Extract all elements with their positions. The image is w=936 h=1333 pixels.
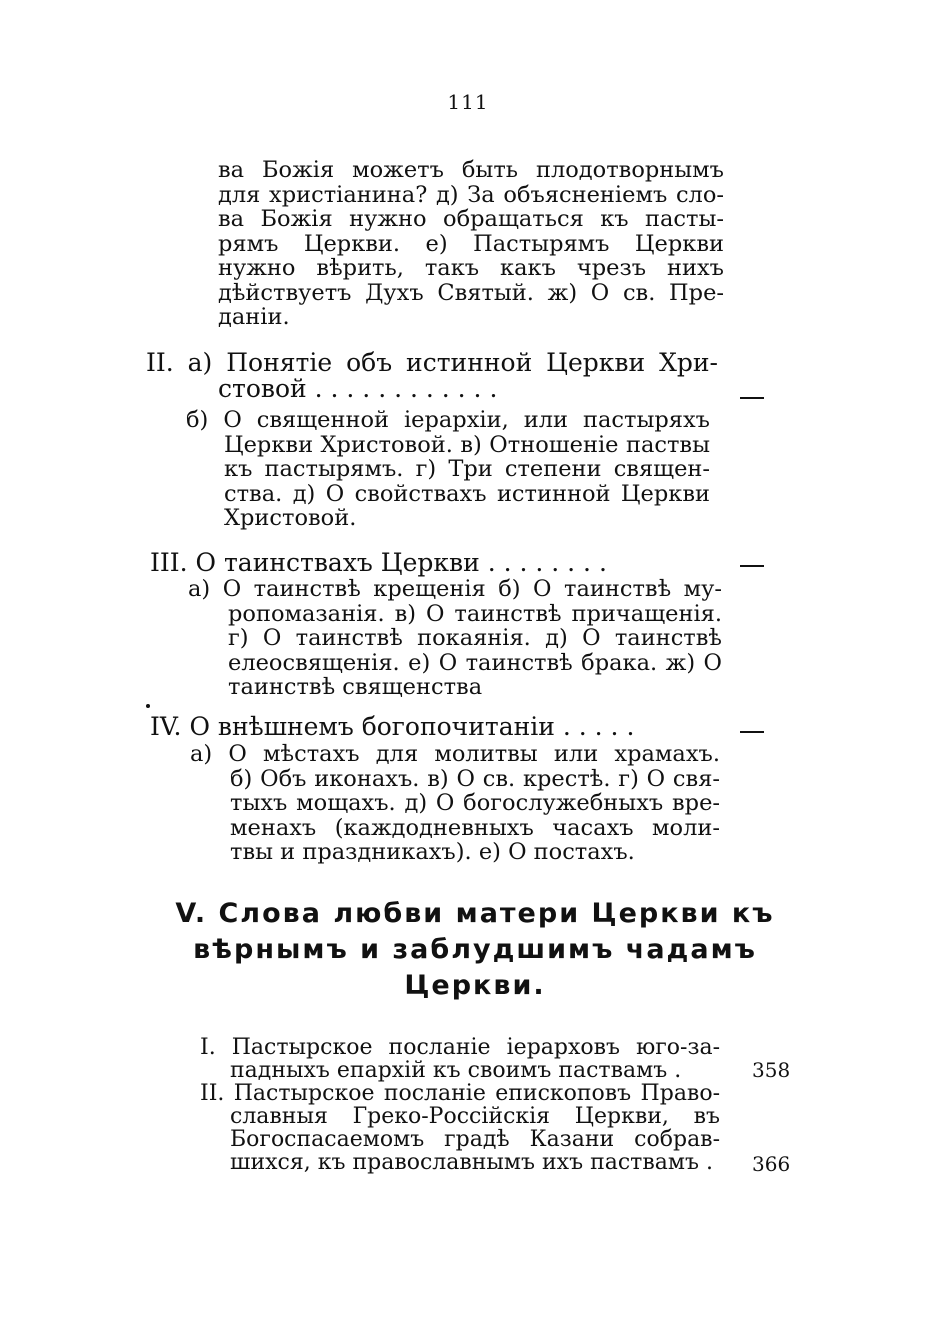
section-sub-line: ства. д) О свойствахъ истинной Церкви — [224, 480, 710, 507]
section-sub-line: г) О таинствѣ покаянія. д) О таинствѣ — [228, 625, 722, 651]
intro-line: ва Божія нужно обращаться къ пасты- — [218, 206, 724, 232]
section-sub-line: Христовой. — [224, 505, 357, 531]
section-sub-line: Церкви Христовой. в) Отношеніе паствы — [224, 431, 710, 458]
section-sub-line: а) О таинствѣ крещенія б) О таинствѣ му- — [188, 576, 722, 602]
intro-line: для христіанина? д) За объясненіемъ сло- — [218, 181, 724, 208]
toc-line: падныхъ епархій къ своимъ паствамъ . — [230, 1058, 682, 1083]
section-ii-heading — [146, 350, 718, 401]
section-heading-line: III. О таинствахъ Церкви . . . . . . . . — [150, 548, 607, 577]
toc-entry-ii-page: 366 — [752, 1152, 791, 1176]
intro-line: нужно вѣрить, такъ какъ чрезъ нихъ — [218, 255, 724, 281]
intro-paragraph — [218, 158, 724, 330]
part-heading-line: V. Слова любви матери Церкви къ — [175, 898, 775, 929]
section-sub-line: тыхъ мощахъ. д) О богослужебныхъ вре- — [230, 790, 720, 816]
section-sub-line: къ пастырямъ. г) Три степени священ- — [224, 456, 710, 482]
section-iv-page-mark-text — [740, 718, 762, 743]
toc-line: славныя Греко-Россійскія Церкви, въ — [230, 1104, 720, 1129]
toc-line: I. Пастырское посланіе іерарховъ юго-за- — [200, 1035, 720, 1060]
page-number: 111 — [447, 90, 489, 114]
section-iii-contents — [188, 577, 722, 700]
section-heading-line: IV. О внѣшнемъ богопочитаніи . . . . . — [150, 712, 635, 741]
section-sub-line: менахъ (каждодневныхъ часахъ моли- — [230, 814, 720, 841]
section-sub-line: елеосвященія. е) О таинствѣ брака. ж) О — [228, 649, 722, 676]
toc-line: II. Пастырское посланіе епископовъ Право- — [200, 1081, 720, 1106]
toc-line: шихся, къ православнымъ ихъ паствамъ . — [230, 1150, 713, 1175]
section-ii-page-mark-text — [740, 384, 762, 409]
section-heading-line: стовой . . . . . . . . . . . . — [218, 373, 498, 403]
part-heading-line: вѣрнымъ и заблудшимъ чадамъ — [193, 934, 757, 965]
section-iii-heading — [150, 550, 716, 576]
section-iii-page-mark-text — [740, 552, 762, 577]
section-sub-line: твы и праздникахъ). е) О постахъ. — [230, 839, 635, 865]
section-sub-line: б) Объ иконахъ. в) О св. крестѣ. г) О свя- — [230, 765, 720, 792]
section-ii-contents — [186, 408, 710, 531]
toc-entry-i-page: 358 — [752, 1058, 791, 1082]
ink-speck — [146, 704, 150, 708]
intro-line: ва Божія можетъ быть плодотворнымъ — [218, 157, 724, 183]
part-v-heading — [150, 896, 800, 1004]
section-iv-contents — [190, 742, 720, 865]
section-sub-line: а) О мѣстахъ для молитвы или храмахъ. — [190, 741, 720, 767]
section-sub-line: ропомазанія. в) О таинствѣ причащенія. — [228, 600, 722, 627]
intro-line: дѣйствуетъ Духъ Святый. ж) О св. Пре- — [218, 279, 724, 306]
toc-entry-i — [200, 1036, 720, 1082]
part-heading-line: Церкви. — [404, 970, 546, 1001]
section-iv-heading — [150, 714, 716, 740]
intro-line: даніи. — [218, 304, 290, 330]
intro-line: рямъ Церкви. е) Пастырямъ Церкви — [218, 230, 724, 257]
section-heading-line: II. а) Понятіе объ истинной Церкви Хри- — [146, 348, 718, 377]
toc-entry-ii — [200, 1082, 720, 1174]
toc-line: Богоспасаемомъ градѣ Казани собрав- — [230, 1127, 720, 1152]
section-sub-line: таинствѣ священства — [228, 674, 483, 700]
section-sub-line: б) О священной іерархіи, или пастыряхъ — [186, 407, 710, 433]
